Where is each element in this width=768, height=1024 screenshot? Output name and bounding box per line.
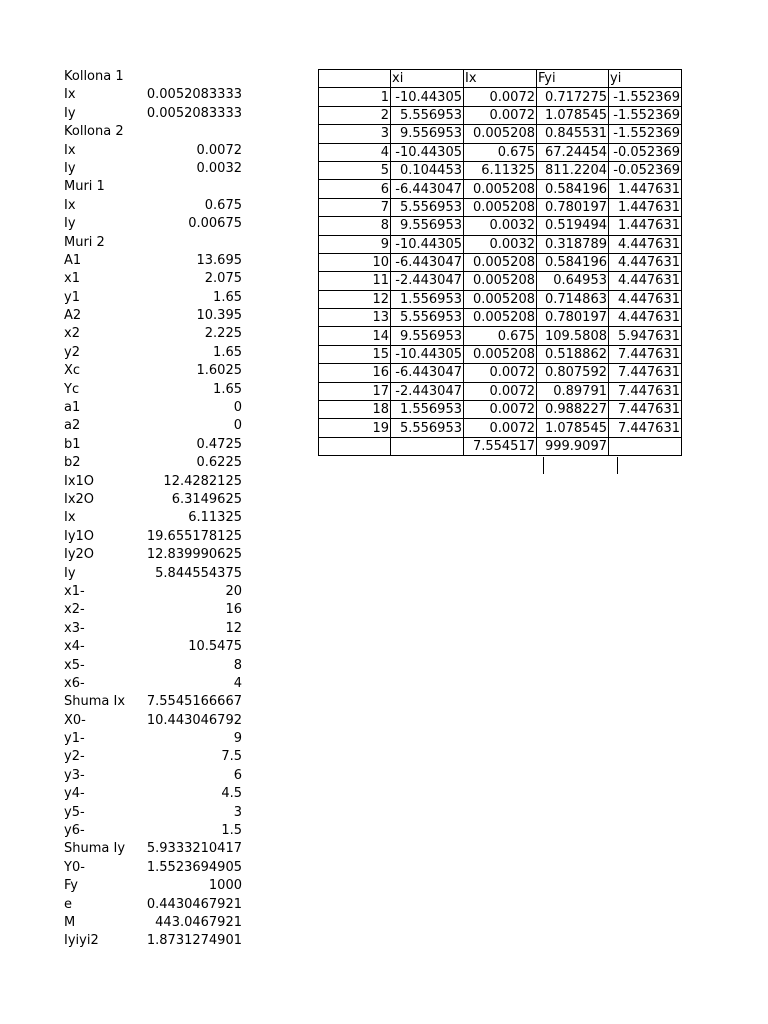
table-row bbox=[319, 309, 682, 327]
table-cell: 0.717275 bbox=[537, 88, 609, 106]
left-row bbox=[64, 454, 244, 472]
left-row-label: Kollona 1 bbox=[64, 69, 124, 84]
table-cell bbox=[319, 437, 391, 455]
left-row bbox=[64, 859, 244, 877]
left-row-label: x1 bbox=[64, 271, 80, 287]
left-row bbox=[64, 86, 244, 104]
left-row-value: 443.0467921 bbox=[155, 914, 242, 930]
table-cell: 9.556953 bbox=[391, 217, 464, 235]
table-cell: 6 bbox=[319, 180, 391, 198]
left-row-label: b1 bbox=[64, 436, 81, 452]
table-cell: 0.675 bbox=[464, 327, 537, 345]
table-cell: 10 bbox=[319, 253, 391, 271]
table-cell: 4.447631 bbox=[609, 290, 682, 308]
table-cell: 0.005208 bbox=[464, 345, 537, 363]
table-row bbox=[319, 198, 682, 216]
table-row bbox=[319, 143, 682, 161]
left-row bbox=[64, 509, 244, 527]
left-row-value: 4.5 bbox=[221, 786, 242, 802]
table-cell: 0.584196 bbox=[537, 180, 609, 198]
left-row-label: x4- bbox=[64, 639, 85, 655]
table-cell: 999.9097 bbox=[537, 437, 609, 455]
table-row bbox=[319, 217, 682, 235]
table-cell: 7.554517 bbox=[464, 437, 537, 455]
left-row-value: 1.5523694905 bbox=[146, 859, 242, 875]
table-cell: 0.519494 bbox=[537, 217, 609, 235]
left-row bbox=[64, 252, 244, 270]
left-row-label: y1- bbox=[64, 731, 85, 747]
table-cell: 18 bbox=[319, 401, 391, 419]
left-row-label: Ix1O bbox=[64, 473, 95, 489]
table-cell: -2.443047 bbox=[391, 272, 464, 290]
left-row-label: Iyiyi2 bbox=[64, 933, 99, 949]
left-row bbox=[64, 914, 244, 932]
table-cell: 1.447631 bbox=[609, 198, 682, 216]
table-cell: 1.078545 bbox=[537, 419, 609, 437]
left-row bbox=[64, 601, 244, 619]
left-row-label: b2 bbox=[64, 455, 81, 471]
left-row-value: 0.0032 bbox=[196, 160, 242, 176]
left-row-label: y6- bbox=[64, 823, 85, 839]
table-cell: 811.2204 bbox=[537, 161, 609, 179]
table-row bbox=[319, 253, 682, 271]
left-row-value: 1.65 bbox=[213, 344, 242, 360]
left-row-label: Iy bbox=[64, 160, 76, 176]
left-row-label: Fy bbox=[64, 878, 78, 894]
table-header-cell: yi bbox=[609, 70, 682, 88]
table-cell: -1.552369 bbox=[609, 88, 682, 106]
table-cell: 0.0072 bbox=[464, 382, 537, 400]
table-cell: 4.447631 bbox=[609, 309, 682, 327]
table-cell: -6.443047 bbox=[391, 180, 464, 198]
column-border-tail-fyi bbox=[543, 457, 544, 474]
left-row bbox=[64, 307, 244, 325]
left-row-label: e bbox=[64, 896, 72, 912]
left-row bbox=[64, 142, 244, 160]
left-row bbox=[64, 785, 244, 803]
left-row-label: y2- bbox=[64, 749, 85, 765]
left-row bbox=[64, 105, 244, 123]
table-row bbox=[319, 125, 682, 143]
left-row-label: Kollona 2 bbox=[64, 124, 124, 140]
table-cell: 0.845531 bbox=[537, 125, 609, 143]
left-row bbox=[64, 767, 244, 785]
table-cell: 4.447631 bbox=[609, 272, 682, 290]
left-row-value: 3 bbox=[233, 804, 242, 820]
table-row bbox=[319, 272, 682, 290]
table-cell: 0.0032 bbox=[464, 217, 537, 235]
left-row-value: 4 bbox=[233, 675, 242, 691]
left-row-value: 16 bbox=[225, 602, 242, 618]
table-cell: 9.556953 bbox=[391, 327, 464, 345]
left-row-label: X0- bbox=[64, 712, 86, 728]
left-row-value: 12 bbox=[225, 620, 242, 636]
table-cell: 0.104453 bbox=[391, 161, 464, 179]
table-cell: 0.89791 bbox=[537, 382, 609, 400]
table-header-cell: Fyi bbox=[537, 70, 609, 88]
left-row-label: Ix bbox=[64, 197, 76, 213]
left-row-value: 0.675 bbox=[204, 197, 242, 213]
left-row-value: 1.8731274901 bbox=[146, 933, 242, 949]
left-row-label: A2 bbox=[64, 308, 82, 324]
left-row bbox=[64, 215, 244, 233]
left-row-label: a1 bbox=[64, 400, 81, 416]
left-row-value: 5.844554375 bbox=[155, 565, 242, 581]
left-row-label: A1 bbox=[64, 252, 82, 268]
table-cell: 1.447631 bbox=[609, 180, 682, 198]
table-cell: 0.005208 bbox=[464, 290, 537, 308]
table-cell: 9.556953 bbox=[391, 125, 464, 143]
table-cell: 7.447631 bbox=[609, 382, 682, 400]
table-header-cell: xi bbox=[391, 70, 464, 88]
left-row-value: 12.4282125 bbox=[163, 473, 242, 489]
table-cell: 1.556953 bbox=[391, 401, 464, 419]
left-row-value: 0.4725 bbox=[196, 436, 242, 452]
table-cell: -0.052369 bbox=[609, 161, 682, 179]
table-cell: 0.005208 bbox=[464, 309, 537, 327]
left-row-label: x2 bbox=[64, 326, 80, 342]
left-row-value: 0.4430467921 bbox=[146, 896, 242, 912]
left-row-label: Y0- bbox=[64, 859, 85, 875]
table-cell bbox=[391, 437, 464, 455]
left-row-label: Shuma Iy bbox=[64, 841, 126, 857]
table-row bbox=[319, 419, 682, 437]
table-cell: 7.447631 bbox=[609, 401, 682, 419]
left-row bbox=[64, 325, 244, 343]
left-row-value: 6.11325 bbox=[188, 510, 242, 526]
left-row bbox=[64, 123, 244, 141]
left-row-label: y3- bbox=[64, 767, 85, 783]
left-values-list bbox=[64, 68, 244, 951]
left-row-value: 7.5545166667 bbox=[146, 694, 242, 710]
table-cell: 0.005208 bbox=[464, 125, 537, 143]
table-cell bbox=[609, 437, 682, 455]
table-cell: 16 bbox=[319, 364, 391, 382]
left-row-label: x5- bbox=[64, 657, 85, 673]
left-row bbox=[64, 932, 244, 950]
table-row bbox=[319, 364, 682, 382]
left-row-value: 9 bbox=[233, 731, 242, 747]
left-row bbox=[64, 657, 244, 675]
table-cell: 17 bbox=[319, 382, 391, 400]
table-cell: -10.44305 bbox=[391, 88, 464, 106]
table-cell: 7.447631 bbox=[609, 364, 682, 382]
table-cell: 4.447631 bbox=[609, 235, 682, 253]
table-cell: 7 bbox=[319, 198, 391, 216]
left-row-value: 8 bbox=[233, 657, 242, 673]
left-row-label: Iy bbox=[64, 565, 76, 581]
left-row bbox=[64, 620, 244, 638]
table-cell: 0.005208 bbox=[464, 253, 537, 271]
left-row-label: Ix bbox=[64, 142, 76, 158]
table-cell: -1.552369 bbox=[609, 125, 682, 143]
left-row-value: 1.6025 bbox=[196, 363, 242, 379]
table-cell: 0.0072 bbox=[464, 419, 537, 437]
left-row-label: Iy bbox=[64, 105, 76, 121]
table-cell: -2.443047 bbox=[391, 382, 464, 400]
left-row-value: 6 bbox=[233, 767, 242, 783]
left-row-label: y5- bbox=[64, 804, 85, 820]
left-row-label: M bbox=[64, 914, 76, 930]
table-row bbox=[319, 327, 682, 345]
table-cell: 14 bbox=[319, 327, 391, 345]
left-row-label: Iy bbox=[64, 216, 76, 232]
table-cell: 0.005208 bbox=[464, 198, 537, 216]
table-cell: 0.005208 bbox=[464, 180, 537, 198]
left-row bbox=[64, 565, 244, 583]
table-cell: 0.780197 bbox=[537, 198, 609, 216]
table-cell: 0.714863 bbox=[537, 290, 609, 308]
table-header-cell: Ix bbox=[464, 70, 537, 88]
table-cell: 5.556953 bbox=[391, 198, 464, 216]
table-row bbox=[319, 290, 682, 308]
left-row bbox=[64, 840, 244, 858]
table-cell: 0.0072 bbox=[464, 401, 537, 419]
left-row bbox=[64, 381, 244, 399]
table-cell: 1.556953 bbox=[391, 290, 464, 308]
left-row bbox=[64, 178, 244, 196]
left-row-label: Ix bbox=[64, 87, 76, 103]
left-row-value: 10.395 bbox=[196, 308, 242, 324]
left-row-value: 1.65 bbox=[213, 289, 242, 305]
table-row bbox=[319, 106, 682, 124]
table-cell: 5.556953 bbox=[391, 309, 464, 327]
left-row-label: y4- bbox=[64, 786, 85, 802]
left-row bbox=[64, 730, 244, 748]
table-cell: 0.0072 bbox=[464, 106, 537, 124]
table-cell: 13 bbox=[319, 309, 391, 327]
left-row bbox=[64, 234, 244, 252]
left-row-value: 0.6225 bbox=[196, 455, 242, 471]
left-row bbox=[64, 436, 244, 454]
table-cell: 1.447631 bbox=[609, 217, 682, 235]
left-row bbox=[64, 675, 244, 693]
left-row bbox=[64, 804, 244, 822]
left-row-label: Iy1O bbox=[64, 528, 95, 544]
left-row-label: x3- bbox=[64, 620, 85, 636]
left-row-value bbox=[124, 68, 244, 86]
table-cell: 7.447631 bbox=[609, 345, 682, 363]
left-row bbox=[64, 473, 244, 491]
table-cell: 0.0032 bbox=[464, 235, 537, 253]
left-row-value: 0 bbox=[233, 418, 242, 434]
left-row-value bbox=[105, 234, 244, 252]
left-row-label: y2 bbox=[64, 344, 80, 360]
left-row bbox=[64, 270, 244, 288]
table-cell: -0.052369 bbox=[609, 143, 682, 161]
left-row-label: Shuma Ix bbox=[64, 694, 126, 710]
table-totals-row bbox=[319, 437, 682, 455]
table-cell: -10.44305 bbox=[391, 345, 464, 363]
table-cell: 0.807592 bbox=[537, 364, 609, 382]
left-row-label: y1 bbox=[64, 289, 80, 305]
table-cell: 7.447631 bbox=[609, 419, 682, 437]
table-cell: 9 bbox=[319, 235, 391, 253]
table-cell: 8 bbox=[319, 217, 391, 235]
left-row-value: 1.5 bbox=[221, 823, 242, 839]
left-row bbox=[64, 896, 244, 914]
table-cell: 0.005208 bbox=[464, 272, 537, 290]
table-cell: 5.556953 bbox=[391, 106, 464, 124]
left-row-label: Muri 1 bbox=[64, 179, 105, 195]
left-row bbox=[64, 417, 244, 435]
left-row-label: Ix bbox=[64, 510, 76, 526]
table-row bbox=[319, 235, 682, 253]
table-cell: 5 bbox=[319, 161, 391, 179]
left-row-label: Muri 2 bbox=[64, 234, 105, 250]
table-row bbox=[319, 345, 682, 363]
table-cell: 109.5808 bbox=[537, 327, 609, 345]
left-row-label: Xc bbox=[64, 363, 81, 379]
left-row bbox=[64, 546, 244, 564]
left-row bbox=[64, 344, 244, 362]
left-row-value: 20 bbox=[225, 583, 242, 599]
left-row-label: x6- bbox=[64, 675, 85, 691]
left-row-value: 0.0052083333 bbox=[146, 87, 242, 103]
left-row-value: 0.0052083333 bbox=[146, 105, 242, 121]
left-row bbox=[64, 822, 244, 840]
left-row-value: 1000 bbox=[208, 878, 242, 894]
left-row bbox=[64, 583, 244, 601]
left-row-value: 0.0072 bbox=[196, 142, 242, 158]
left-row bbox=[64, 877, 244, 895]
table-cell: -6.443047 bbox=[391, 253, 464, 271]
left-row-value bbox=[105, 178, 244, 196]
table-cell: 6.11325 bbox=[464, 161, 537, 179]
left-row-value: 0.00675 bbox=[188, 216, 242, 232]
table-row bbox=[319, 88, 682, 106]
table-row bbox=[319, 382, 682, 400]
column-border-tail-yi bbox=[617, 457, 618, 474]
left-row-value: 2.075 bbox=[204, 271, 242, 287]
left-row bbox=[64, 160, 244, 178]
left-row-value: 13.695 bbox=[196, 252, 242, 268]
left-row-label: x1- bbox=[64, 583, 85, 599]
table-cell: -1.552369 bbox=[609, 106, 682, 124]
table-cell: 0.318789 bbox=[537, 235, 609, 253]
left-row bbox=[64, 638, 244, 656]
left-row bbox=[64, 362, 244, 380]
left-row-value bbox=[124, 123, 244, 141]
table-cell: -10.44305 bbox=[391, 235, 464, 253]
left-row bbox=[64, 68, 244, 86]
left-row-label: Ix2O bbox=[64, 491, 95, 507]
left-row-label: Iy2O bbox=[64, 547, 95, 563]
table-cell: 1.078545 bbox=[537, 106, 609, 124]
left-row bbox=[64, 289, 244, 307]
left-row-value: 12.839990625 bbox=[146, 547, 242, 563]
left-row bbox=[64, 748, 244, 766]
table-cell: 19 bbox=[319, 419, 391, 437]
left-row-label: x2- bbox=[64, 602, 85, 618]
left-row-label: a2 bbox=[64, 418, 81, 434]
left-row bbox=[64, 197, 244, 215]
left-row bbox=[64, 528, 244, 546]
left-row-value: 10.443046792 bbox=[146, 712, 242, 728]
table-cell: 0.64953 bbox=[537, 272, 609, 290]
table-cell: 2 bbox=[319, 106, 391, 124]
table-cell: 5.947631 bbox=[609, 327, 682, 345]
table-cell: 67.24454 bbox=[537, 143, 609, 161]
table-cell: 0.675 bbox=[464, 143, 537, 161]
table-cell: 0.0072 bbox=[464, 88, 537, 106]
left-row-value: 7.5 bbox=[221, 749, 242, 765]
left-row-label: Yc bbox=[64, 381, 80, 397]
table-header-cell bbox=[319, 70, 391, 88]
table-row bbox=[319, 161, 682, 179]
left-row bbox=[64, 491, 244, 509]
table-cell: 15 bbox=[319, 345, 391, 363]
data-table bbox=[318, 69, 682, 456]
table-cell: 12 bbox=[319, 290, 391, 308]
left-row-value: 2.225 bbox=[204, 326, 242, 342]
table-cell: 0.780197 bbox=[537, 309, 609, 327]
table-cell: 0.988227 bbox=[537, 401, 609, 419]
left-row-value: 6.3149625 bbox=[171, 491, 242, 507]
left-row-value: 19.655178125 bbox=[146, 528, 242, 544]
table-cell: 4 bbox=[319, 143, 391, 161]
left-row bbox=[64, 399, 244, 417]
table-cell: 3 bbox=[319, 125, 391, 143]
left-row bbox=[64, 693, 244, 711]
table-cell: 1 bbox=[319, 88, 391, 106]
table-row bbox=[319, 180, 682, 198]
table-cell: 5.556953 bbox=[391, 419, 464, 437]
left-row-value: 0 bbox=[233, 400, 242, 416]
table-cell: 11 bbox=[319, 272, 391, 290]
table-cell: 0.518862 bbox=[537, 345, 609, 363]
left-row bbox=[64, 712, 244, 730]
table-cell: 0.584196 bbox=[537, 253, 609, 271]
table-cell: 4.447631 bbox=[609, 253, 682, 271]
table-cell: -6.443047 bbox=[391, 364, 464, 382]
left-row-value: 1.65 bbox=[213, 381, 242, 397]
table-header-row bbox=[319, 70, 682, 88]
left-row-value: 10.5475 bbox=[188, 639, 242, 655]
table-row bbox=[319, 401, 682, 419]
left-row-value: 5.9333210417 bbox=[146, 841, 242, 857]
table-cell: -10.44305 bbox=[391, 143, 464, 161]
table-cell: 0.0072 bbox=[464, 364, 537, 382]
